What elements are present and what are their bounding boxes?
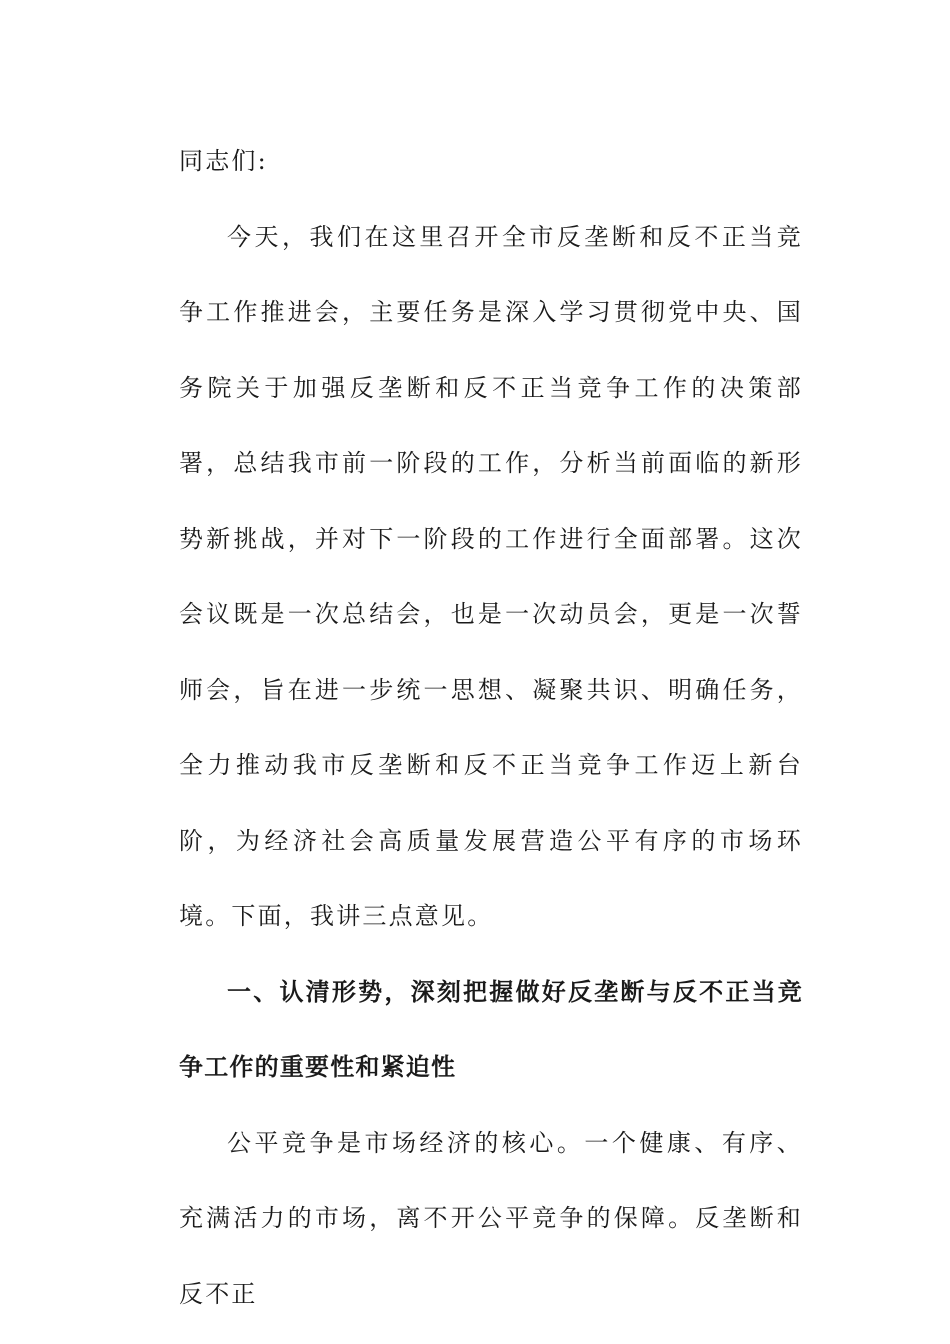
body-paragraph: 公平竞争是市场经济的核心。一个健康、有序、充满活力的市场，离不开公平竞争的保障。反垄断和反不正 [179, 1128, 803, 1308]
document-body [179, 124, 803, 1332]
salutation: 同志们: [179, 147, 268, 175]
section-heading-1: 一、认清形势，深刻把握做好反垄断与反不正当竞争工作的重要性和紧迫性 [179, 977, 803, 1081]
opening-paragraph: 今天，我们在这里召开全市反垄断和反不正当竞争工作推进会，主要任务是深入学习贯彻党中央、国务院关于加强反垄断和反不正当竞争工作的决策部署，总结我市前一阶段的工作，分析当前面临的新形势新挑战，并对下一阶段的工作进行全面部署。这次会议既是一次总结会，也是一次动员会，更是一次誓师会，旨在进一步统一思想、凝聚共识、明确任务，全力推动我市反垄断和反不正当竞争工作迈上新台阶，为经济社会高质量发展营造公平有序的市场环境。下面，我讲三点意见。 [179, 222, 803, 930]
